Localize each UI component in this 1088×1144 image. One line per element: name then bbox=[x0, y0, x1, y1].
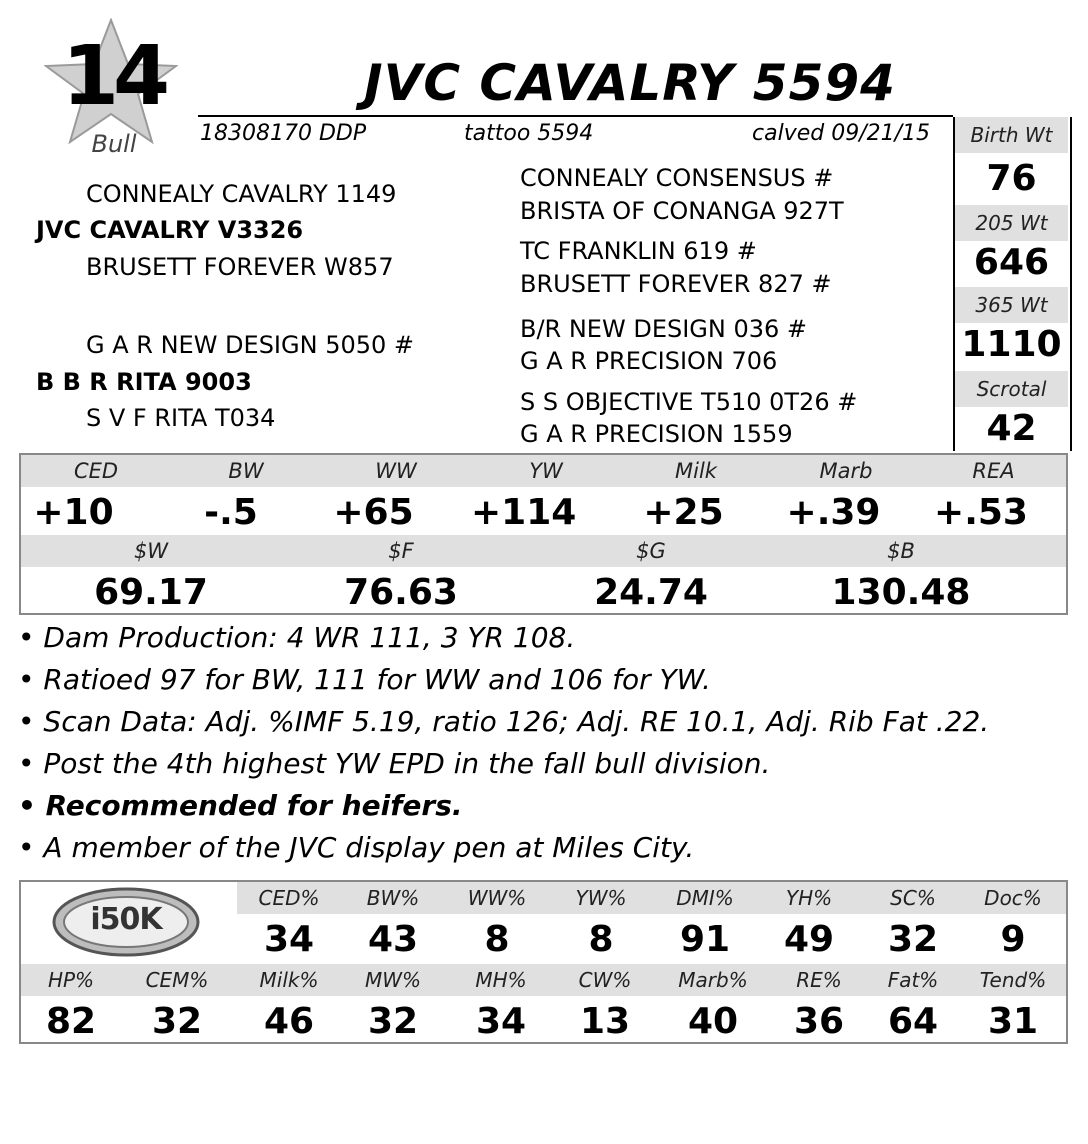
title-divider bbox=[198, 115, 953, 117]
dam-sire-dam: G A R PRECISION 706 bbox=[520, 347, 778, 375]
genomic-value: 8 bbox=[484, 919, 510, 960]
index-label: $G bbox=[636, 539, 666, 563]
lot-type: Bull bbox=[91, 130, 137, 158]
dam-sire-sire: B/R NEW DESIGN 036 # bbox=[520, 315, 808, 343]
epd-value: +.53 bbox=[934, 492, 1028, 533]
epd-table bbox=[19, 453, 1068, 615]
wt-365-value: 1110 bbox=[961, 324, 1062, 365]
genomic-value: 40 bbox=[687, 1001, 739, 1042]
dam: B B R RITA 9003 bbox=[36, 368, 252, 396]
birth-wt-value: 76 bbox=[986, 158, 1037, 199]
genomic-value: 32 bbox=[887, 919, 939, 960]
wt-205-value: 646 bbox=[973, 242, 1050, 283]
epd-value: +65 bbox=[333, 492, 414, 533]
epd-value: +.39 bbox=[786, 492, 881, 533]
genomic-label: SC% bbox=[890, 886, 936, 910]
sire-dam: BRUSETT FOREVER W857 bbox=[86, 253, 394, 281]
epd-value: -.5 bbox=[204, 492, 258, 533]
genomic-label: YH% bbox=[785, 886, 833, 910]
tattoo: tattoo 5594 bbox=[464, 121, 594, 146]
genomic-value: 32 bbox=[367, 1001, 419, 1042]
genomic-label: Milk% bbox=[259, 968, 319, 992]
epd-label: YW bbox=[529, 459, 563, 483]
genomic-label: YW% bbox=[575, 886, 627, 910]
lot-number: 14 bbox=[61, 29, 165, 124]
genomics-table bbox=[19, 880, 1068, 1044]
genomic-label: CED% bbox=[258, 886, 320, 910]
note-item: • Recommended for heifers. bbox=[18, 789, 463, 822]
genomic-label: Marb% bbox=[678, 968, 748, 992]
genomic-value: 43 bbox=[367, 919, 419, 960]
epd-label: REA bbox=[972, 459, 1015, 483]
index-value: 76.63 bbox=[344, 572, 458, 613]
genomic-value: 8 bbox=[588, 919, 614, 960]
i50k-logo-text: i50K bbox=[90, 902, 162, 937]
epd-label: WW bbox=[375, 459, 417, 483]
genomic-label: MW% bbox=[364, 968, 422, 992]
genomic-value: 49 bbox=[783, 919, 835, 960]
note-item: • Scan Data: Adj. %IMF 5.19, ratio 126; Adj. RE 10.1, Adj. Rib Fat .22. bbox=[18, 705, 990, 738]
epd-label: Milk bbox=[675, 459, 717, 483]
birth-wt-label: Birth Wt bbox=[955, 117, 1068, 153]
note-item: • A member of the JVC display pen at Miles City. bbox=[18, 831, 695, 864]
index-label: $F bbox=[388, 539, 414, 563]
calved-date: calved 09/21/15 bbox=[752, 121, 931, 146]
note-item: • Post the 4th highest YW EPD in the fall bull division. bbox=[18, 747, 771, 780]
sire-sire: CONNEALY CAVALRY 1149 bbox=[86, 180, 397, 208]
genomic-value: 82 bbox=[45, 1001, 97, 1042]
dam-sire: G A R NEW DESIGN 5050 # bbox=[86, 331, 415, 359]
epd-value: +25 bbox=[643, 492, 724, 533]
genomic-label: HP% bbox=[47, 968, 95, 992]
index-value: 69.17 bbox=[94, 572, 208, 613]
sire: JVC CAVALRY V3326 bbox=[36, 216, 304, 244]
genomic-label: Doc% bbox=[984, 886, 1042, 910]
epd-value: +114 bbox=[471, 492, 577, 533]
sire-dam-dam: BRUSETT FOREVER 827 # bbox=[520, 270, 832, 298]
sire-sire-sire: CONNEALY CONSENSUS # bbox=[520, 164, 834, 192]
genomic-value: 36 bbox=[793, 1001, 845, 1042]
dam-dam-sire: S S OBJECTIVE T510 0T26 # bbox=[520, 388, 858, 416]
genomic-label: DMI% bbox=[676, 886, 734, 910]
genomic-value: 13 bbox=[579, 1001, 631, 1042]
scrotal-label: Scrotal bbox=[955, 371, 1068, 407]
note-item: • Dam Production: 4 WR 111, 3 YR 108. bbox=[18, 621, 576, 654]
sire-sire-dam: BRISTA OF CONANGA 927T bbox=[520, 197, 844, 225]
index-label: $B bbox=[887, 539, 915, 563]
genomic-label: Tend% bbox=[979, 968, 1047, 992]
dam-dam-dam: G A R PRECISION 1559 bbox=[520, 420, 793, 448]
genomic-value: 91 bbox=[679, 919, 731, 960]
wt-365-label: 365 Wt bbox=[955, 287, 1068, 323]
genomic-value: 46 bbox=[263, 1001, 315, 1042]
wt-205-label: 205 Wt bbox=[955, 205, 1068, 241]
index-value: 130.48 bbox=[831, 572, 971, 613]
index-value: 24.74 bbox=[594, 572, 708, 613]
note-item: • Ratioed 97 for BW, 111 for WW and 106 for YW. bbox=[18, 663, 711, 696]
genomic-label: MH% bbox=[475, 968, 527, 992]
genomic-value: 34 bbox=[475, 1001, 527, 1042]
genomic-value: 31 bbox=[987, 1001, 1039, 1042]
genomic-label: RE% bbox=[796, 968, 842, 992]
epd-label: CED bbox=[73, 459, 119, 483]
genomic-value: 64 bbox=[887, 1001, 939, 1042]
genomic-label: WW% bbox=[467, 886, 527, 910]
epd-value: +10 bbox=[33, 492, 114, 533]
dam-dam: S V F RITA T034 bbox=[86, 404, 276, 432]
epd-label: BW bbox=[228, 459, 264, 483]
genomic-label: CEM% bbox=[145, 968, 209, 992]
genomic-value: 32 bbox=[151, 1001, 203, 1042]
genomic-label: Fat% bbox=[887, 968, 939, 992]
epd-label: Marb bbox=[819, 459, 873, 483]
genomic-label: BW% bbox=[366, 886, 420, 910]
registration-number: 18308170 DDP bbox=[200, 121, 367, 146]
animal-name: JVC CAVALRY 5594 bbox=[364, 54, 896, 112]
genomic-value: 34 bbox=[263, 919, 315, 960]
weights-panel bbox=[953, 117, 1072, 451]
scrotal-value: 42 bbox=[986, 408, 1037, 449]
index-label: $W bbox=[133, 539, 169, 563]
sire-dam-sire: TC FRANKLIN 619 # bbox=[520, 237, 757, 265]
genomic-label: CW% bbox=[578, 968, 632, 992]
genomic-value: 9 bbox=[1000, 919, 1026, 960]
